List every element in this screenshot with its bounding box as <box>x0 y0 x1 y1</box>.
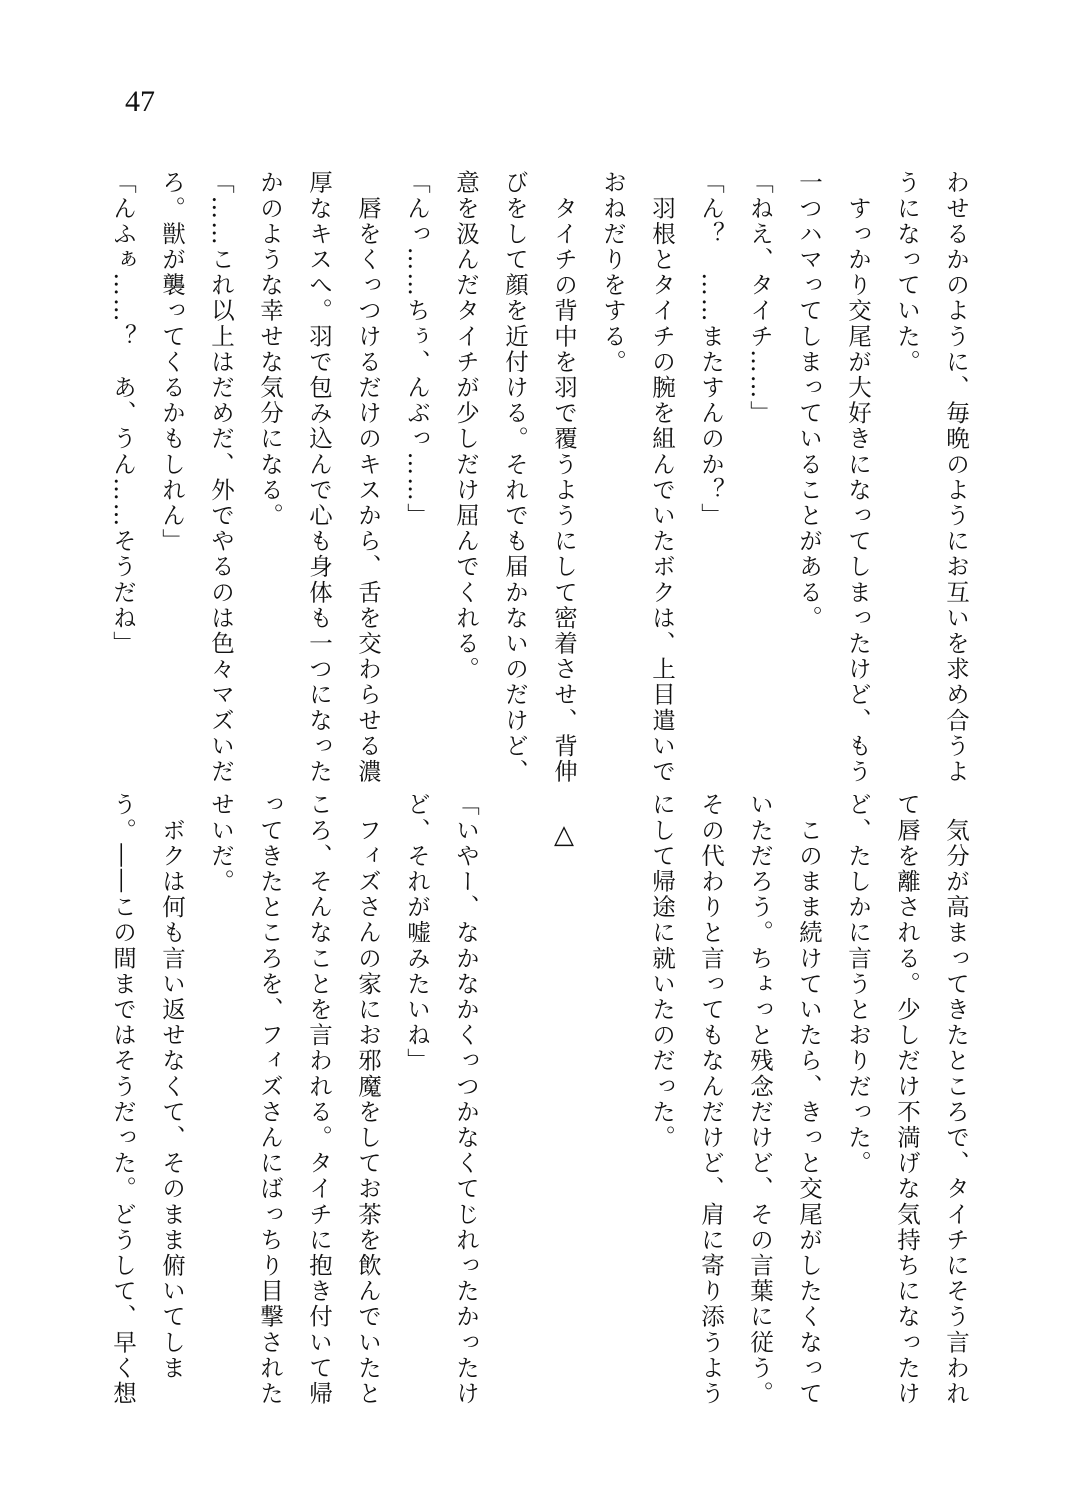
text-line: ころ、そんなことを言われる。タイチに抱き付いて帰 <box>305 792 333 1407</box>
text-line: すっかり交尾が大好きになってしまったけど、もう <box>844 170 872 785</box>
text-line: にして帰途に就いたのだった。 <box>648 792 676 1151</box>
text-line: びをして顔を近付ける。それでも届かないのだけど、 <box>501 170 529 785</box>
text-line: おねだりをする。 <box>599 170 627 375</box>
lower-text-block <box>103 792 975 1406</box>
text-line: ってきたところを、フィズさんにばっちり目撃された <box>256 792 284 1407</box>
text-line: 「……これ以上はだめだ、外でやるのは色々マズいだ <box>207 170 235 785</box>
text-line: ど、たしかに言うとおりだった。 <box>844 792 872 1176</box>
text-line: 厚なキスへ。羽で包み込んで心も身体も一つになった <box>305 170 333 785</box>
text-line: 「ねえ、タイチ……」 <box>746 170 774 426</box>
text-line: このまま続けていたら、きっと交尾がしたくなって <box>795 792 823 1407</box>
text-line: ろ。獣が襲ってくるかもしれん」 <box>158 170 186 554</box>
blank-line <box>495 792 534 1406</box>
text-line: 唇をくっつけるだけのキスから、舌を交わらせる濃 <box>354 170 382 785</box>
page-number: 47 <box>125 85 155 118</box>
text-line: 一つハマってしまっていることがある。 <box>795 170 823 631</box>
text-line: タイチの背中を羽で覆うようにして密着させ、背伸 <box>550 170 578 785</box>
text-line: 気分が高まってきたところで、タイチにそう言われ <box>942 792 970 1407</box>
text-line: せいだ。 <box>207 792 235 895</box>
text-line: 羽根とタイチの腕を組んでいたボクは、上目遣いで <box>648 170 676 785</box>
text-line: 「んふぁ……？ あ、うん……そうだね」 <box>109 170 137 657</box>
text-line: その代わりと言ってもなんだけど、肩に寄り添うよう <box>697 792 725 1407</box>
text-line: うになっていた。 <box>893 170 921 375</box>
text-line: う。――この間まではそうだった。どうして、早く想 <box>109 792 137 1407</box>
text-line: ボクは何も言い返せなくて、そのまま俯いてしま <box>158 792 186 1381</box>
text-line: 意を汲んだタイチが少しだけ屈んでくれる。 <box>452 170 480 682</box>
text-line: 「いやー、なかなかくっつかなくてじれったかったけ <box>452 792 480 1407</box>
text-line: いただろう。ちょっと残念だけど、その言葉に従う。 <box>746 792 774 1407</box>
upper-text-block <box>103 170 975 784</box>
text-line: フィズさんの家にお邪魔をしてお茶を飲んでいたと <box>354 792 382 1407</box>
text-line: かのような幸せな気分になる。 <box>256 170 284 529</box>
text-line: 「ん？ ……またすんのか？」 <box>697 170 725 529</box>
text-line: ど、それが嘘みたいね」 <box>403 792 431 1074</box>
text-line: 「んっ……ちぅ、んぶっ……」 <box>403 170 431 529</box>
text-line: わせるかのように、毎晩のようにお互いを求め合うよ <box>942 170 970 785</box>
text-line: て唇を離される。少しだけ不満げな気持ちになったけ <box>893 792 921 1407</box>
scene-break-marker: △ <box>549 792 579 853</box>
blank-line <box>593 792 632 1406</box>
